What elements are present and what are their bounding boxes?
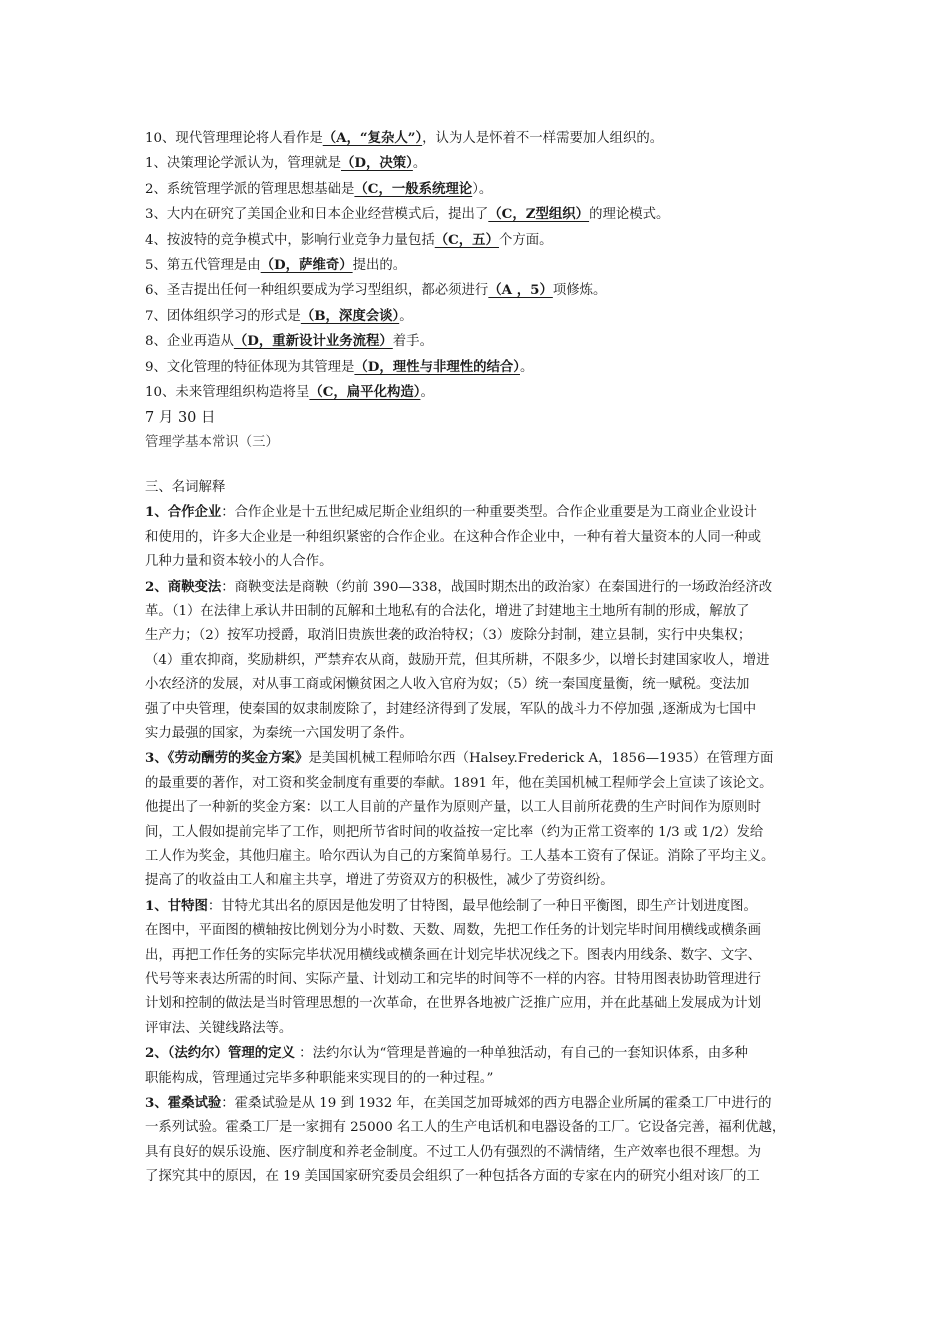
term-title: 3、霍桑试验: [145, 1095, 222, 1112]
term-entry: [145, 1091, 815, 1190]
term-entry: [145, 746, 815, 893]
term-line: 革。（1）在法律上承认井田制的瓦解和土地私有的合法化，增进了封建地主土地所有制的形成，解放了: [145, 603, 750, 619]
quiz-answers: [145, 126, 815, 405]
term-line: [145, 894, 815, 919]
quiz-item: [145, 278, 815, 303]
quiz-question: 10、现代管理理论将人看作是: [145, 131, 323, 146]
term-line: [145, 746, 815, 771]
term-line: 了探究其中的原因，在 19 美国国家研究委员会组织了一种包括各方面的专家在内的研究小组对该厂的工: [145, 1169, 760, 1185]
quiz-question: 5、第五代管理是由: [145, 258, 261, 274]
term-title: 2、商鞅变法: [145, 578, 222, 595]
date-heading: 7 月 30 日: [145, 410, 216, 427]
quiz-answer: （C，一般系统理论: [354, 180, 473, 197]
term-entry: [145, 1041, 815, 1091]
term-line: [145, 575, 815, 600]
quiz-question: 4、按波特的竞争模式中，影响行业竞争力量包括: [145, 232, 435, 248]
term-line: 间，工人假如提前完毕了工作，则把所节省时间的收益按一定比率（约为正常工资率的 1/3 或 1/2）发给: [145, 824, 764, 840]
term-text: 是美国机械工程师哈尔西（Halsey.Frederick A，1856—1935）在管理方面: [308, 751, 774, 767]
term-line: 和使用的，许多大企业是一种组织紧密的合作企业。在这种合作企业中，一种有着大量资本的人同一种或: [145, 529, 761, 545]
term-text: ：合作企业是十五世纪威尼斯企业组织的一种重要类型。合作企业重要是为工商业企业设计: [221, 505, 757, 521]
term-definitions: [145, 500, 815, 1189]
quiz-question: 2、系统管理学派的管理思想基础是: [145, 181, 355, 197]
term-title: 1、合作企业: [145, 504, 222, 521]
term-line: [145, 1041, 815, 1066]
term-line: 出，再把工作任务的实际完毕状况用横线或横条画在计划完毕状况线之下。图表内用线条、数字、文字、: [145, 947, 761, 963]
quiz-question: 8、企业再造从: [145, 334, 234, 350]
quiz-suffix: 项修炼。: [552, 283, 607, 299]
quiz-answer: （C，五）: [434, 231, 499, 248]
subtitle: 管理学基本常识（三）: [145, 435, 279, 451]
term-title: 2、（法约尔）管理的定义: [145, 1045, 295, 1062]
term-line: 评审法、关键线路法等。: [145, 1020, 293, 1036]
term-text: ：甘特尤其出名的原因是他发明了甘特图，最早他绘制了一种日平衡图，即生产计划进度图。: [207, 898, 757, 914]
quiz-item: [145, 202, 815, 227]
quiz-answer: （C，Z型组织）: [488, 206, 590, 223]
quiz-item: [145, 355, 815, 380]
quiz-suffix: ，认为人是怀着不一样需要加人组织的。: [422, 131, 664, 146]
quiz-item: [145, 177, 815, 202]
quiz-question: 7、团体组织学习的形式是: [145, 308, 301, 324]
quiz-suffix: 着手。: [392, 334, 433, 350]
quiz-question: 1、决策理论学派认为，管理就是: [145, 156, 341, 172]
quiz-item: [145, 329, 815, 354]
term-line: 几种力量和资本较小的人合作。: [145, 554, 333, 570]
quiz-suffix: 。: [399, 308, 413, 324]
quiz-question: 10、未来管理组织构造将呈: [145, 385, 310, 401]
term-text: ：霍桑试验是从 19 到 1932 年，在美国芝加哥城郊的西方电器企业所属的霍桑工厂中进行的: [221, 1096, 772, 1112]
term-line: 小农经济的发展，对从事工商或闲懒贫困之人收入官府为奴；（5）统一秦国度量衡，统一赋税。变法加: [145, 677, 750, 693]
term-title: 3、《劳动酬劳的奖金方案》: [145, 750, 309, 767]
term-line: 实力最强的国家，为秦统一六国发明了条件。: [145, 725, 413, 741]
quiz-answer: （D，决策）: [341, 155, 413, 172]
quiz-item: [145, 151, 815, 176]
term-line: [145, 1091, 815, 1116]
term-text: ：商鞅变法是商鞅（约前 390—338，战国时期杰出的政治家）在秦国进行的一场政治经济改: [221, 579, 773, 595]
term-line: 职能构成，管理通过完毕多种职能来实现目的的一种过程。”: [145, 1070, 494, 1086]
term-entry: [145, 575, 815, 747]
term-line: 他提出了一种新的奖金方案：以工人目前的产量作为原则产量，以工人目前所花费的生产时间作为原则时: [145, 800, 761, 816]
term-line: 的最重要的著作，对工资和奖金制度有重要的奉献。1891 年，他在美国机械工程师学会上宣读了该论文。: [145, 775, 773, 791]
spacer: [145, 456, 815, 476]
term-entry: [145, 500, 815, 574]
section-heading: 三、名词解释: [145, 479, 226, 495]
quiz-answer: （C，扁平化构造）: [309, 384, 421, 401]
quiz-suffix: 的理论模式。: [589, 207, 670, 223]
term-line: [145, 500, 815, 525]
quiz-question: 6、圣吉提出任何一种组织要成为学习型组织，都必须进行: [145, 283, 489, 299]
quiz-item: [145, 126, 815, 151]
term-line: 具有良好的娱乐设施、医疗制度和养老金制度。不过工人仍有强烈的不满情绪，生产效率也很不理想。为: [145, 1144, 761, 1160]
term-line: （4）重农抑商，奖励耕织，严禁弃农从商，鼓励开荒，但其所耕，不限多少，以增长封建国家收人，增进: [145, 652, 770, 668]
quiz-answer: （B，深度会谈）: [300, 307, 400, 324]
quiz-answer: （D，理性与非理性的结合）: [354, 358, 520, 375]
quiz-item: [145, 380, 815, 405]
term-line: 一系列试验。霍桑工厂是一家拥有 25000 名工人的生产电话机和电器设备的工厂。它设备完善，福利优越，: [145, 1120, 786, 1136]
quiz-question: 3、大内在研究了美国企业和日本企业经营模式后，提出了: [145, 207, 489, 223]
term-line: 提高了的收益由工人和雇主共享，增进了劳资双方的积极性，减少了劳资纠纷。: [145, 873, 614, 889]
quiz-answer: （D，重新设计业务流程）: [233, 333, 393, 350]
quiz-question: 9、文化管理的特征体现为其管理是: [145, 359, 355, 375]
document-page: [145, 126, 815, 1190]
quiz-answer: （D，萨维奇）: [260, 257, 353, 274]
quiz-suffix: 提出的。: [352, 258, 407, 274]
term-line: 强了中央管理，使秦国的奴隶制废除了，封建经济得到了发展，军队的战斗力不停加强 ,逐渐成为七国中: [145, 701, 757, 717]
quiz-suffix: 。: [520, 359, 534, 375]
quiz-suffix: 。: [412, 156, 427, 172]
quiz-answer: （A，“复杂人”）: [322, 130, 423, 146]
quiz-suffix: 个方面。: [498, 232, 553, 248]
term-line: 在图中，平面图的横轴按比例划分为小时数、天数、周数，先把工作任务的计划完毕时间用横线或横条画: [145, 923, 761, 939]
term-line: 计划和控制的做法是当时管理思想的一次革命，在世界各地被广泛推广应用，并在此基础上发展成为计划: [145, 996, 761, 1012]
term-entry: [145, 894, 815, 1041]
term-line: 生产力；（2）按军功授爵，取消旧贵族世袭的政治特权；（3）废除分封制，建立县制，实行中央集权；: [145, 628, 752, 644]
quiz-item: [145, 228, 815, 253]
quiz-suffix: ）。: [472, 181, 493, 197]
term-line: 工人作为奖金，其他归雇主。哈尔西认为自己的方案简单易行。工人基本工资有了保证。消除了平均主义。: [145, 848, 775, 864]
term-text: ：法约尔认为“管理是普遍的一种单独活动，有自己的一套知识体系，由多种: [294, 1046, 748, 1062]
term-title: 1、甘特图: [145, 897, 208, 914]
quiz-suffix: 。: [420, 385, 434, 401]
term-line: 代号等来表达所需的时间、实际产量、计划动工和完毕的时间等不一样的内容。甘特用图表协助管理进行: [145, 972, 761, 987]
quiz-item: [145, 304, 815, 329]
quiz-answer: （A ，5）: [488, 282, 553, 299]
quiz-item: [145, 253, 815, 278]
